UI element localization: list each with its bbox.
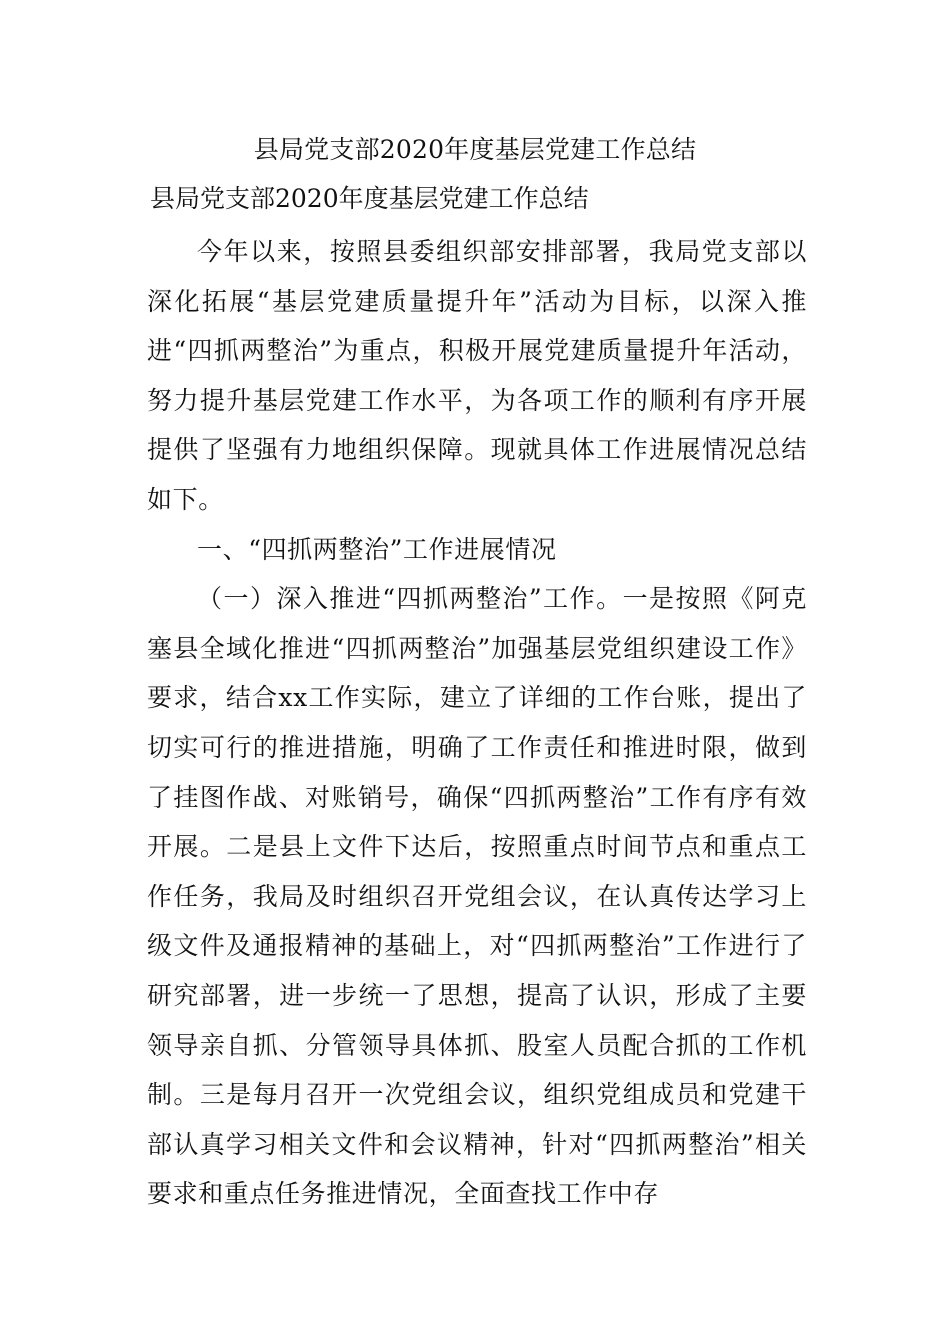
section-heading: 一、“四抓两整治”工作进展情况 xyxy=(197,534,557,564)
paragraph-section-1: （一）深入推进“四抓两整治”工作。一是按照《阿克塞县全域化推进“四抓两整治”加强基层党组织建设工作》要求，结合xx工作实际，建立了详细的工作台账，提出了切实可行的推进措施，明确了工作责任和推进时限，做到了挂图作战、对账销号，确保“四抓两整治”工作有序有效开展。二是县上文件下达后，按照重点时间节点和重点工作任务，我局及时组织召开党组会议，在认真传达学习上级文件及通报精神的基础上，对“四抓两整治”工作进行了研究部署，进一步统一了思想，提高了认识，形成了主要领导亲自抓、分管领导具体抓、股室人员配合抓的工作机制。三是每月召开一次党组会议，组织党组成员和党建干部认真学习相关文件和会议精神，针对“四抓两整治”相关要求和重点任务推进情况，全面查找工作中存 xyxy=(147,584,807,1209)
paragraph-intro: 今年以来，按照县委组织部安排部署，我局党支部以深化拓展“基层党建质量提升年”活动为目标，以深入推进“四抓两整治”为重点，积极开展党建质量提升年活动，努力提升基层党建工作水平，为各项工作的顺利有序开展提供了坚强有力地组织保障。现就具体工作进展情况总结如下。 xyxy=(147,237,807,514)
document-body xyxy=(147,227,807,1219)
document-title: 县局党支部2020年度基层党建工作总结 xyxy=(253,135,697,164)
document-subtitle: 县局党支部2020年度基层党建工作总结 xyxy=(150,184,589,213)
